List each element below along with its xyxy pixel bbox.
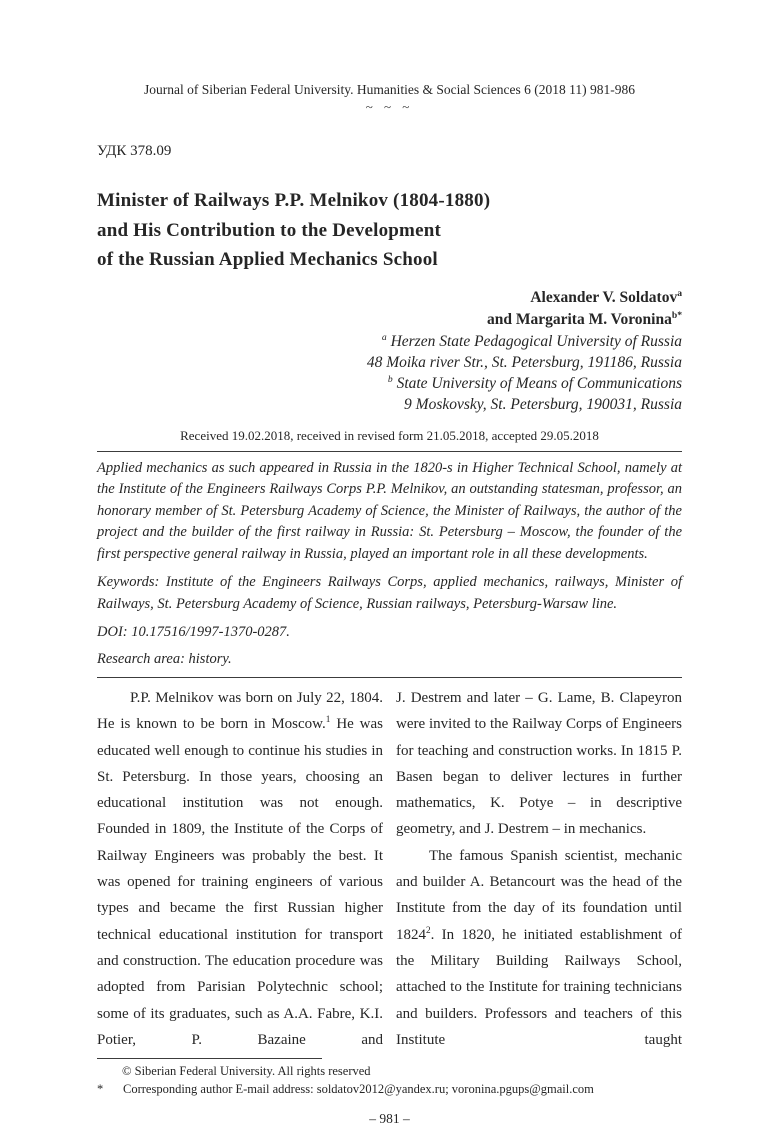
affiliation-1-text: Herzen State Pedagogical University of Russia [386,332,682,350]
keywords-text: Keywords: Institute of the Engineers Railways Corps, applied mechanics, railways, Minister of Railways, St. Petersburg Academy of Science, Russian railways, Petersburg-Warsaw line. [97,574,682,612]
footnote-2-marker: 2 [426,925,431,936]
affiliation-1-marker: a [381,331,387,343]
doi-line: DOI: 10.17516/1997-1370-0287. [97,624,290,640]
affiliation-3-text: State University of Means of Communications [392,374,682,392]
page-content [97,0,682,1127]
research-area-line: Research area: history. [97,649,682,678]
article-title-line-2: and His Contribution to the Development [97,219,442,241]
author-1 [97,287,682,309]
journal-header: Journal of Siberian Federal University. Humanities & Social Sciences 6 (2018 11) 981-986 [144,82,635,97]
page-number: – 981 – [369,1111,410,1127]
article-body [97,685,682,1053]
abstract-text: Applied mechanics as such appeared in Russia in the 1820-s in Higher Technical School, namely at the Institute of the Engineers Railways Corps P.P. Melnikov, an outstanding statesman, professor, an honorary member of St. Petersburg Academy of Science, the Minister of Railways, the author of the project and the builder of the first railway in Russia: St. Petersburg – Moscow, the founder of the first perspective general railway in Russia, played an important role in all these developments. [97,459,682,562]
copyright-notice: © Siberian Federal University. All rights reserved [122,1064,371,1079]
affiliation-block [97,331,682,415]
tilde-separator: ~ ~ ~ [365,99,414,114]
corresponding-author-marker: * [97,1082,104,1097]
affiliation-3-marker: b [387,373,393,385]
corresponding-author-text: Corresponding author E-mail address: soldatov2012@yandex.ru; voronina.pgups@gmail.com [123,1082,594,1097]
body-right-column [396,685,682,1053]
article-title-line-3: of the Russian Applied Mechanics School [97,249,438,270]
footnote-separator-rule [97,1058,322,1059]
body-paragraph-1 [97,685,383,1053]
body-paragraph-2-text-cont: . In 1820, he initiated establishment of the Military Building Railways School, attached to the Institute for training technicians and builders. Professors and teachers of this Institute taught [396,926,682,1048]
body-paragraph-2-text: The famous Spanish scientist, mechanic and builder A. Betancourt was the head of the Institute from the day of its foundation until 1824 [396,847,682,943]
received-dates: Received 19.02.2018, received in revised form 21.05.2018, accepted 29.05.2018 [97,428,682,452]
footnote-1-marker: 1 [325,715,331,726]
author-2-name: and Margarita M. Voronina [486,310,672,328]
corresponding-author-note [97,1080,682,1098]
author-1-name: Alexander V. Soldatov [530,288,678,306]
author-block [97,287,682,331]
article-title [97,186,682,275]
body-paragraph-1-continuation: J. Destrem and later – G. Lame, B. Clapeyron were invited to the Railway Corps of Engineers for teaching and construction works. In 1815 P. Basen began to deliver lectures in further mathematics, K. Potye – in descriptive geometry, and J. Destrem – in mechanics. [396,690,682,838]
affiliation-line-4 [97,394,682,415]
author-2-affiliation-marker: b* [671,309,682,321]
article-title-line-1: Minister of Railways P.P. Melnikov (1804-1880) [97,190,491,211]
body-paragraph-1-text: P.P. Melnikov was born on July 22, 1804. He is known to be born in Moscow. [97,690,383,733]
affiliation-line-2 [97,352,682,373]
affiliation-line-3 [97,373,682,394]
author-2 [97,309,682,331]
affiliation-2-text: 48 Moika river Str., St. Petersburg, 191186, Russia [366,353,682,371]
body-left-column [97,685,383,1053]
affiliation-line-1 [97,331,682,352]
affiliation-4-text: 9 Moskovsky, St. Petersburg, 190031, Russia [404,395,682,413]
udc-code: УДК 378.09 [97,143,172,159]
author-1-affiliation-marker: a [677,287,682,299]
body-paragraph-2 [396,843,682,1053]
body-paragraph-1-text-cont: He was educated well enough to continue his studies in St. Petersburg. In those years, choosing an educational institution was not enough. Founded in 1809, the Institute of the Corps of Railway Engineers was probably the best. It was opened for training engineers of various types and became the first Russian higher technical educational institution for transport and construction. The education procedure was adopted from Parisian Polytechnic school; some of its graduates, such as A.A. Fabre, K.I. Potier, P. Bazaine and [97,716,383,1048]
